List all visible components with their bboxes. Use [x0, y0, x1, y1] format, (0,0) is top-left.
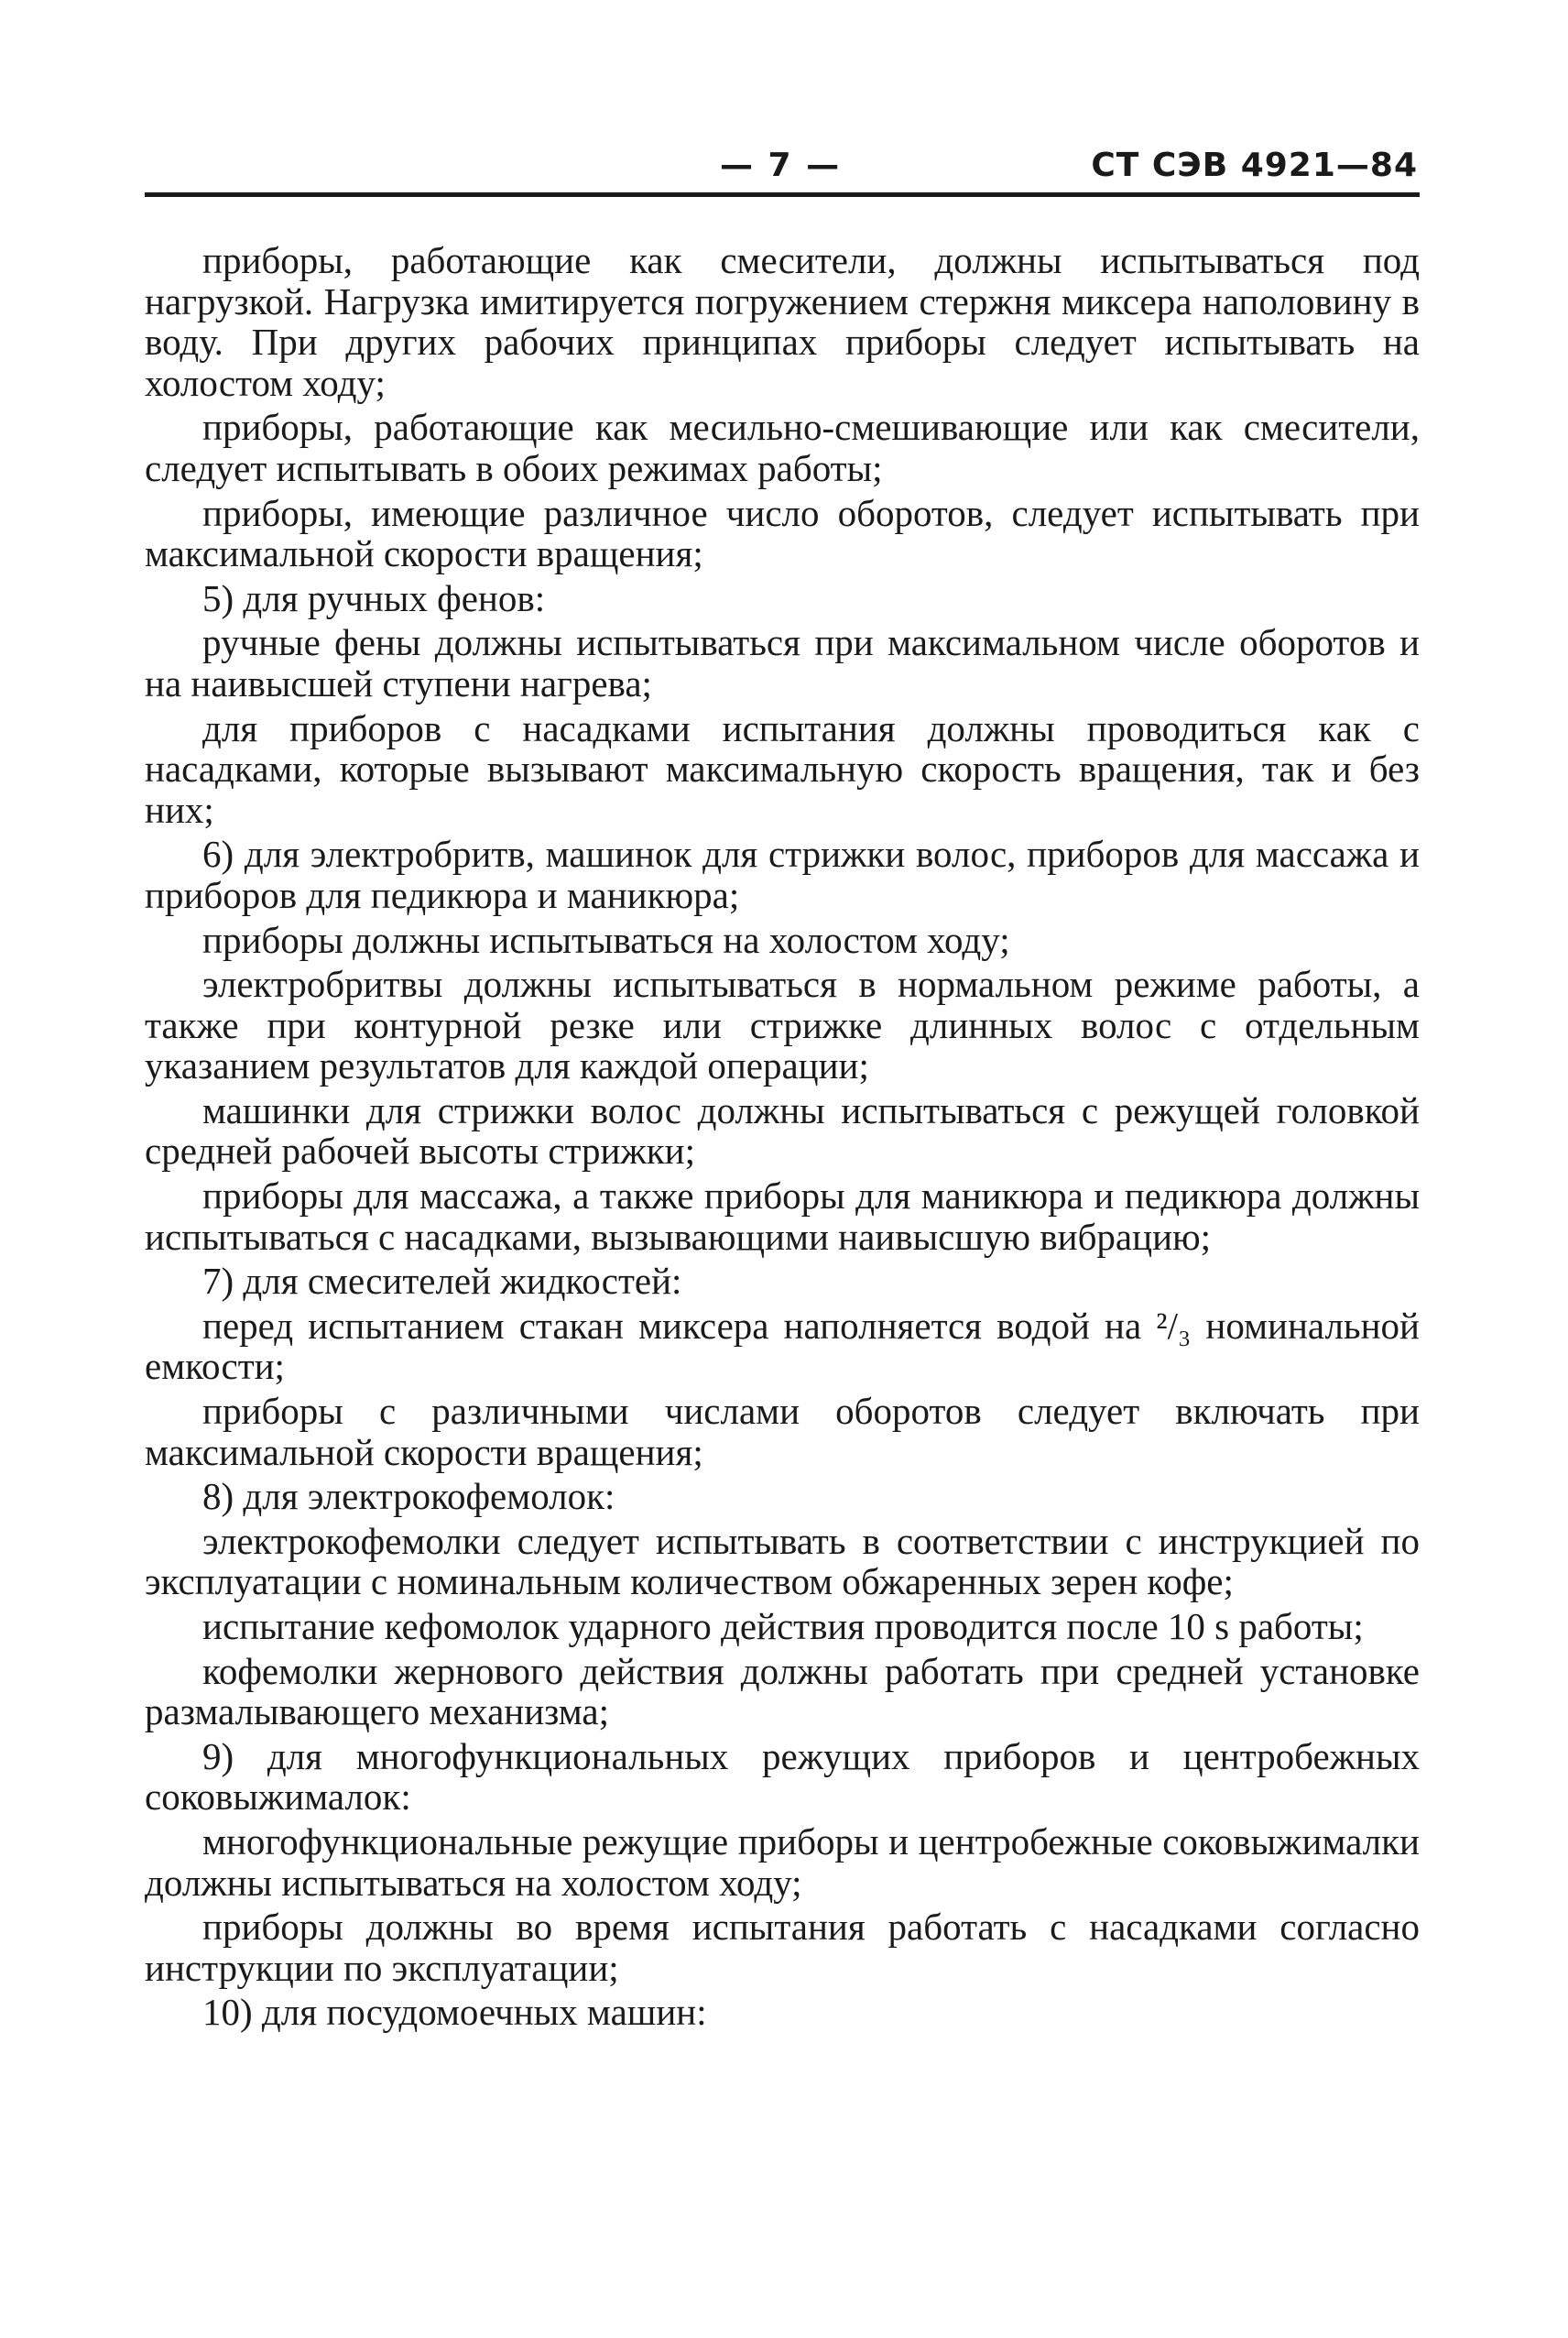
list-item-heading: 10) для посудомоечных машин: — [202, 1991, 707, 2034]
paragraph: испытание кефомолок ударного действия проводится после 10 s работы; — [202, 1605, 1364, 1647]
paragraph: приборы, работающие как смесители, должны испытываться под нагрузкой. Нагрузка имитируется погружением стержня миксера наполовину в воду. При других рабочих принципах приборы следует испытывать на холостом ходу; — [145, 239, 1420, 404]
body-text — [145, 240, 1420, 2037]
paragraph: приборы для массажа, а также приборы для маникюра и педикюра должны испытываться с насадками, вызывающими наивысшую вибрацию; — [145, 1174, 1420, 1258]
list-item-heading: 6) для электробритв, машинок для стрижки волос, приборов для массажа и приборов для педикюра и маникюра; — [145, 833, 1420, 916]
paragraph: приборы, работающие как месильно-смешивающие или как смесители, следует испытывать в обоих режимах работы; — [145, 406, 1420, 489]
list-item-heading: 5) для ручных фенов: — [202, 576, 546, 619]
paragraph: перед испытанием стакан миксера наполняется водой на ²/₃ номинальной емкости; — [145, 1304, 1420, 1388]
paragraph: приборы, имеющие различное число оборотов, следует испытывать при максимальной скорости вращения; — [145, 491, 1420, 575]
paragraph: многофункциональные режущие приборы и центробежные соковыжималки должны испытываться на холостом ходу; — [145, 1819, 1420, 1904]
list-item-heading: 9) для многофункциональных режущих приборов и центробежных соковыжималок: — [145, 1734, 1420, 1819]
paragraph: приборы с различными числами оборотов следует включать при максимальной скорости вращения; — [145, 1390, 1420, 1473]
paragraph: для приборов с насадками испытания должны проводиться как с насадками, которые вызывают максимальную скорость вращения, так и без них; — [145, 706, 1420, 831]
paragraph: приборы должны испытываться на холостом ходу; — [202, 918, 1010, 961]
paragraph: ручные фены должны испытываться при максимальном числе оборотов и на наивысшей ступени нагрева; — [145, 621, 1420, 705]
paragraph: машинки для стрижки волос должны испытываться с режущей головкой средней рабочей высоты стрижки; — [145, 1088, 1420, 1173]
list-item-heading: 8) для электрокофемолок: — [202, 1475, 615, 1518]
standard-code: СТ СЭВ 4921—84 — [1091, 147, 1418, 184]
paragraph: кофемолки жернового действия должны работать при средней установке размалывающего механизма; — [145, 1649, 1420, 1733]
list-item-heading: 7) для смесителей жидкостей: — [202, 1260, 682, 1303]
header-rule — [145, 192, 1420, 197]
paragraph: электробритвы должны испытываться в нормальном режиме работы, а также при контурной резке или стрижке длинных волос с отдельным указанием результатов для каждой операции; — [145, 963, 1420, 1087]
paragraph: приборы должны во время испытания работать с насадками согласно инструкции по эксплуатации; — [145, 1906, 1420, 1989]
page-number: — 7 — — [720, 147, 842, 184]
paragraph: электрокофемолки следует испытывать в соответствии с инструкцией по эксплуатации с номинальным количеством обжаренных зерен кофе; — [145, 1519, 1420, 1603]
